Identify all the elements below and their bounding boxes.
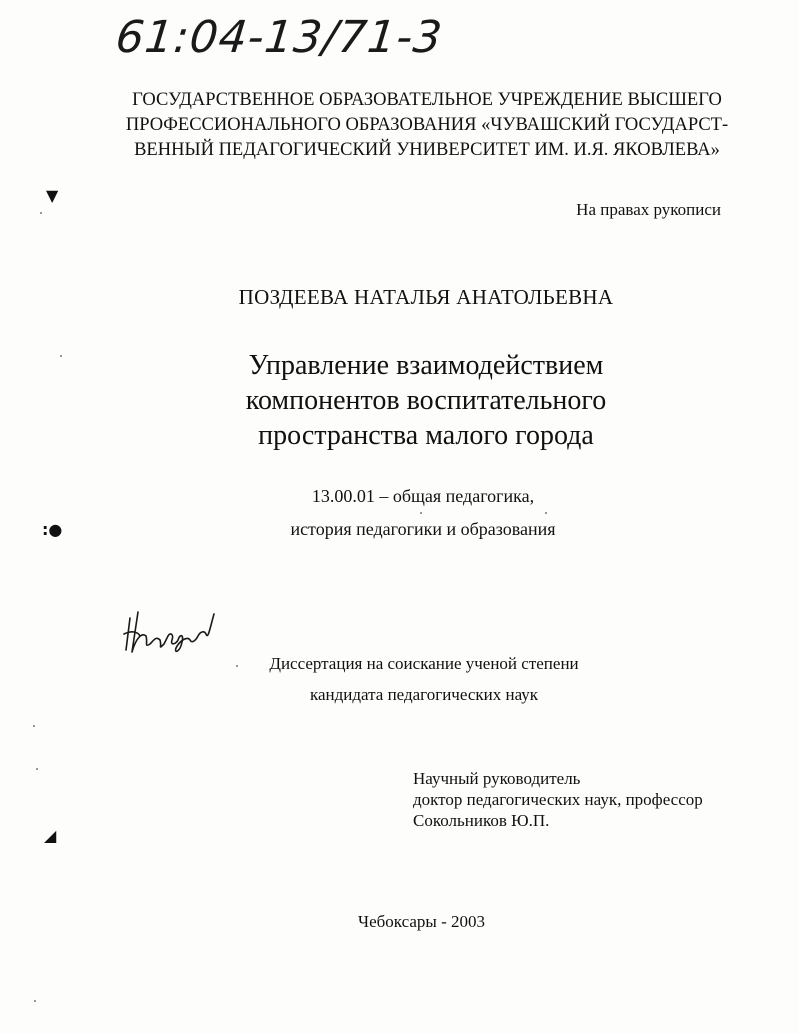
scan-speck xyxy=(36,768,38,770)
scan-speck xyxy=(236,665,238,667)
title-line-2: компонентов воспитательного xyxy=(245,385,607,416)
scan-speck xyxy=(40,212,42,214)
scan-speck xyxy=(545,512,547,514)
rights-note: На правах рукописи xyxy=(576,200,721,219)
supervisor-label: Научный руководитель xyxy=(413,769,581,788)
specialty-line-1: 13.00.01 – общая педагогика, xyxy=(311,486,535,506)
archive-code-handwritten: 61:04-13/71-3 xyxy=(113,12,446,63)
author-name: ПОЗДЕЕВА НАТАЛЬЯ АНАТОЛЬЕВНА xyxy=(238,285,614,309)
supervisor-name: Сокольников Ю.П. xyxy=(413,811,550,830)
institution-line-3: ВЕННЫЙ ПЕДАГОГИЧЕСКИЙ УНИВЕРСИТЕТ ИМ. И.Я. ЯКОВЛЕВА» xyxy=(134,140,720,160)
specialty-code xyxy=(0,480,799,546)
scan-speck xyxy=(60,355,62,357)
scan-speck xyxy=(33,725,35,727)
supervisor-degree: доктор педагогических наук, профессор xyxy=(413,790,703,809)
margin-mark-icon: ▼ xyxy=(46,186,59,205)
degree-line-2: кандидата педагогических наук xyxy=(309,685,539,704)
specialty-line-2: история педагогики и образования xyxy=(290,519,556,539)
title-line-3: пространства малого города xyxy=(258,420,594,451)
margin-mark-icon: :● xyxy=(42,520,63,539)
margin-mark-icon: ◢ xyxy=(44,826,57,845)
supervisor-block xyxy=(413,768,703,831)
city-year: Чебоксары - 2003 xyxy=(358,912,485,931)
degree-line-1: Диссертация на соискание ученой степени xyxy=(269,654,579,673)
title-line-1: Управление взаимодействием xyxy=(248,350,604,381)
degree-statement xyxy=(0,648,799,710)
dissertation-title xyxy=(0,348,799,453)
institution-line-1: ГОСУДАРСТВЕННОЕ ОБРАЗОВАТЕЛЬНОЕ УЧРЕЖДЕНИЕ ВЫСШЕГО xyxy=(132,90,722,110)
institution-line-2: ПРОФЕССИОНАЛЬНОГО ОБРАЗОВАНИЯ «ЧУВАШСКИЙ ГОСУДАРСТ- xyxy=(125,115,729,135)
scan-speck xyxy=(34,1000,36,1002)
scan-speck xyxy=(420,512,422,514)
institution-name xyxy=(110,88,744,163)
